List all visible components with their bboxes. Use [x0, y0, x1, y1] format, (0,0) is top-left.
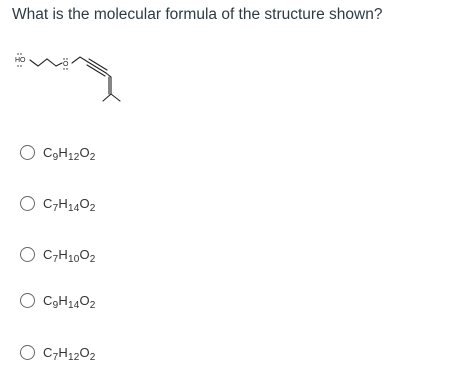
answer-option-1[interactable]: [20, 141, 96, 163]
answer-option-4[interactable]: [20, 289, 96, 311]
radio-button[interactable]: [20, 247, 35, 262]
option-label: $C_7H_{12}O_2$: [43, 344, 96, 363]
hydroxyl-label: HO: [15, 57, 26, 64]
ether-oxygen-label: O: [63, 61, 69, 68]
question-text: What is the molecular formula of the structure shown?: [12, 6, 383, 23]
radio-button[interactable]: [20, 145, 35, 160]
molecule-structure-image: [14, 46, 144, 108]
option-label: $C_7H_{14}O_2$: [43, 195, 96, 214]
option-label: $C_9H_{14}O_2$: [43, 292, 96, 311]
answer-option-5[interactable]: [20, 341, 96, 363]
radio-button[interactable]: [20, 293, 35, 308]
option-label: $C_7H_{10}O_2$: [43, 246, 96, 265]
option-label: $C_9H_{12}O_2$: [43, 144, 96, 163]
radio-button[interactable]: [20, 196, 35, 211]
answer-option-3[interactable]: [20, 243, 96, 265]
answer-option-2[interactable]: [20, 192, 96, 214]
radio-button[interactable]: [20, 345, 35, 360]
